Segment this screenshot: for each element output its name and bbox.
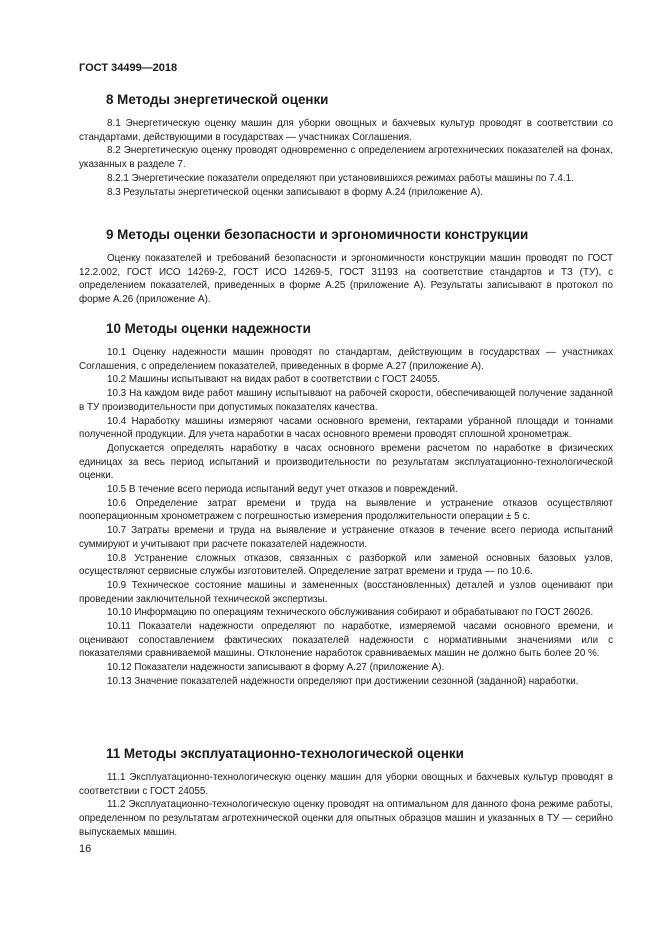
paragraph: 10.4 Наработку машины измеряют часами основного времени, гектарами убранной площади и тоннами полученной продукции. Для учета наработки в часах основного времени проводят сплошной хронометраж. [79, 415, 613, 441]
section-11 [79, 746, 613, 840]
paragraph: 10.1 Оценку надежности машин проводят по стандартам, действующим в государствах — участниках Соглашения, с определением показателей, приведенных в форме А.27 (приложение А). [79, 347, 613, 372]
section-heading: 10 Методы оценки надежности [106, 321, 311, 336]
section-heading: 11 Методы эксплуатационно-технологической оценки [106, 746, 464, 761]
page-number: 16 [79, 843, 92, 855]
paragraph: 10.7 Затраты времени и труда на выявление и устранение отказов в течение всего периода испытаний суммируют и учитывают при расчете показателей надежности. [79, 525, 613, 550]
paragraph: 11.2 Эксплуатационно-технологическую оценку проводят на оптимальном для данного фона режиме работы, определенном по результатам агротехнической оценки для опытных образцов машин и указанных в ТУ — серийно выпускаемых машин. [79, 799, 613, 838]
section-8 [79, 92, 613, 199]
paragraph: 11.1 Эксплуатационно-технологическую оценку машин для уборки овощных и бахчевых культур проводят в соответствии с ГОСТ 24055. [79, 772, 613, 797]
paragraph: Допускается определять наработку в часах основного времени расчетом по наработке в физических единицах за весь период испытаний и производительности по результатам эксплуатационно-технологической оценки. [79, 442, 613, 482]
paragraph: 10.9 Техническое состояние машины и замененных (восстановленных) деталей и узлов оценивают при проведении заключительной технической экспертизы. [79, 579, 613, 605]
section-9 [79, 227, 613, 307]
paragraph: 10.6 Определение затрат времени и труда на выявление и устранение отказов осуществляют пооперационным хронометражем с погрешностью измерения продолжительности операции ± 5 с. [79, 497, 613, 523]
section-heading: 8 Методы энергетической оценки [106, 92, 329, 107]
paragraph: 10.12 Показатели надежности записывают в форму А.27 (приложение А). [107, 662, 445, 674]
paragraph: 10.11 Показатели надежности определяют по наработке, измеряемой часами основного времени, и оценивают сопоставлением фактических показателей надежности с нормативными значениями или с показателями сравниваемой машины. Отклонение наработок сравниваемых машин не должно быть более 20 %. [79, 621, 613, 660]
section-10 [79, 321, 613, 689]
paragraph: 8.2 Энергетическую оценку проводят одновременно с определением агротехнических показателей на фонах, указанных в разделе 7. [79, 145, 613, 171]
paragraph: Оценку показателей и требований безопасности и эргономичности конструкции машин проводят по ГОСТ 12.2.002, ГОСТ ИСО 14269-2, ГОСТ ИСО 14269-5, ГОСТ 31193 на соответствие стандартов и ТЗ (ТУ), с определением показателей, приведенных в форме А.25 (приложение А). Результаты записывают в протокол по форме А.26 (приложение А). [79, 253, 613, 306]
document-code: ГОСТ 34499—2018 [79, 62, 178, 74]
section-heading: 9 Методы оценки безопасности и эргономичности конструкции [106, 227, 529, 242]
paragraph: 10.2 Машины испытывают на видах работ в соответствии с ГОСТ 24055. [107, 374, 441, 386]
paragraph: 10.13 Значение показателей надежности определяют при достижении сезонной (заданной) наработки. [107, 675, 579, 687]
paragraph: 10.5 В течение всего периода испытаний ведут учет отказов и повреждений. [107, 484, 458, 496]
paragraph: 8.2.1 Энергетические показатели определяют при установившихся режимах работы машины по 7.4.1. [107, 172, 574, 184]
paragraph: 8.1 Энергетическую оценку машин для уборки овощных и бахчевых культур проводят в соответствии со стандартами, действующими в государствах — участниках Соглашения. [79, 118, 613, 143]
paragraph: 10.10 Информацию по операциям технического обслуживания собирают и обрабатывают по ГОСТ 26026. [107, 607, 594, 619]
paragraph: 10.8 Устранение сложных отказов, связанных с разборкой или заменой основных базовых узлов, осуществляют сервисные службы изготовителей. Определение затрат времени и труда — по 10.6. [79, 552, 613, 578]
paragraph: 10.3 На каждом виде работ машину испытывают на рабочей скорости, обеспечивающей получение заданной в ТУ производительности при допустимых показателях качества. [79, 388, 613, 413]
paragraph: 8.3 Результаты энергетической оценки записывают в форму А.24 (приложение А). [107, 186, 483, 198]
